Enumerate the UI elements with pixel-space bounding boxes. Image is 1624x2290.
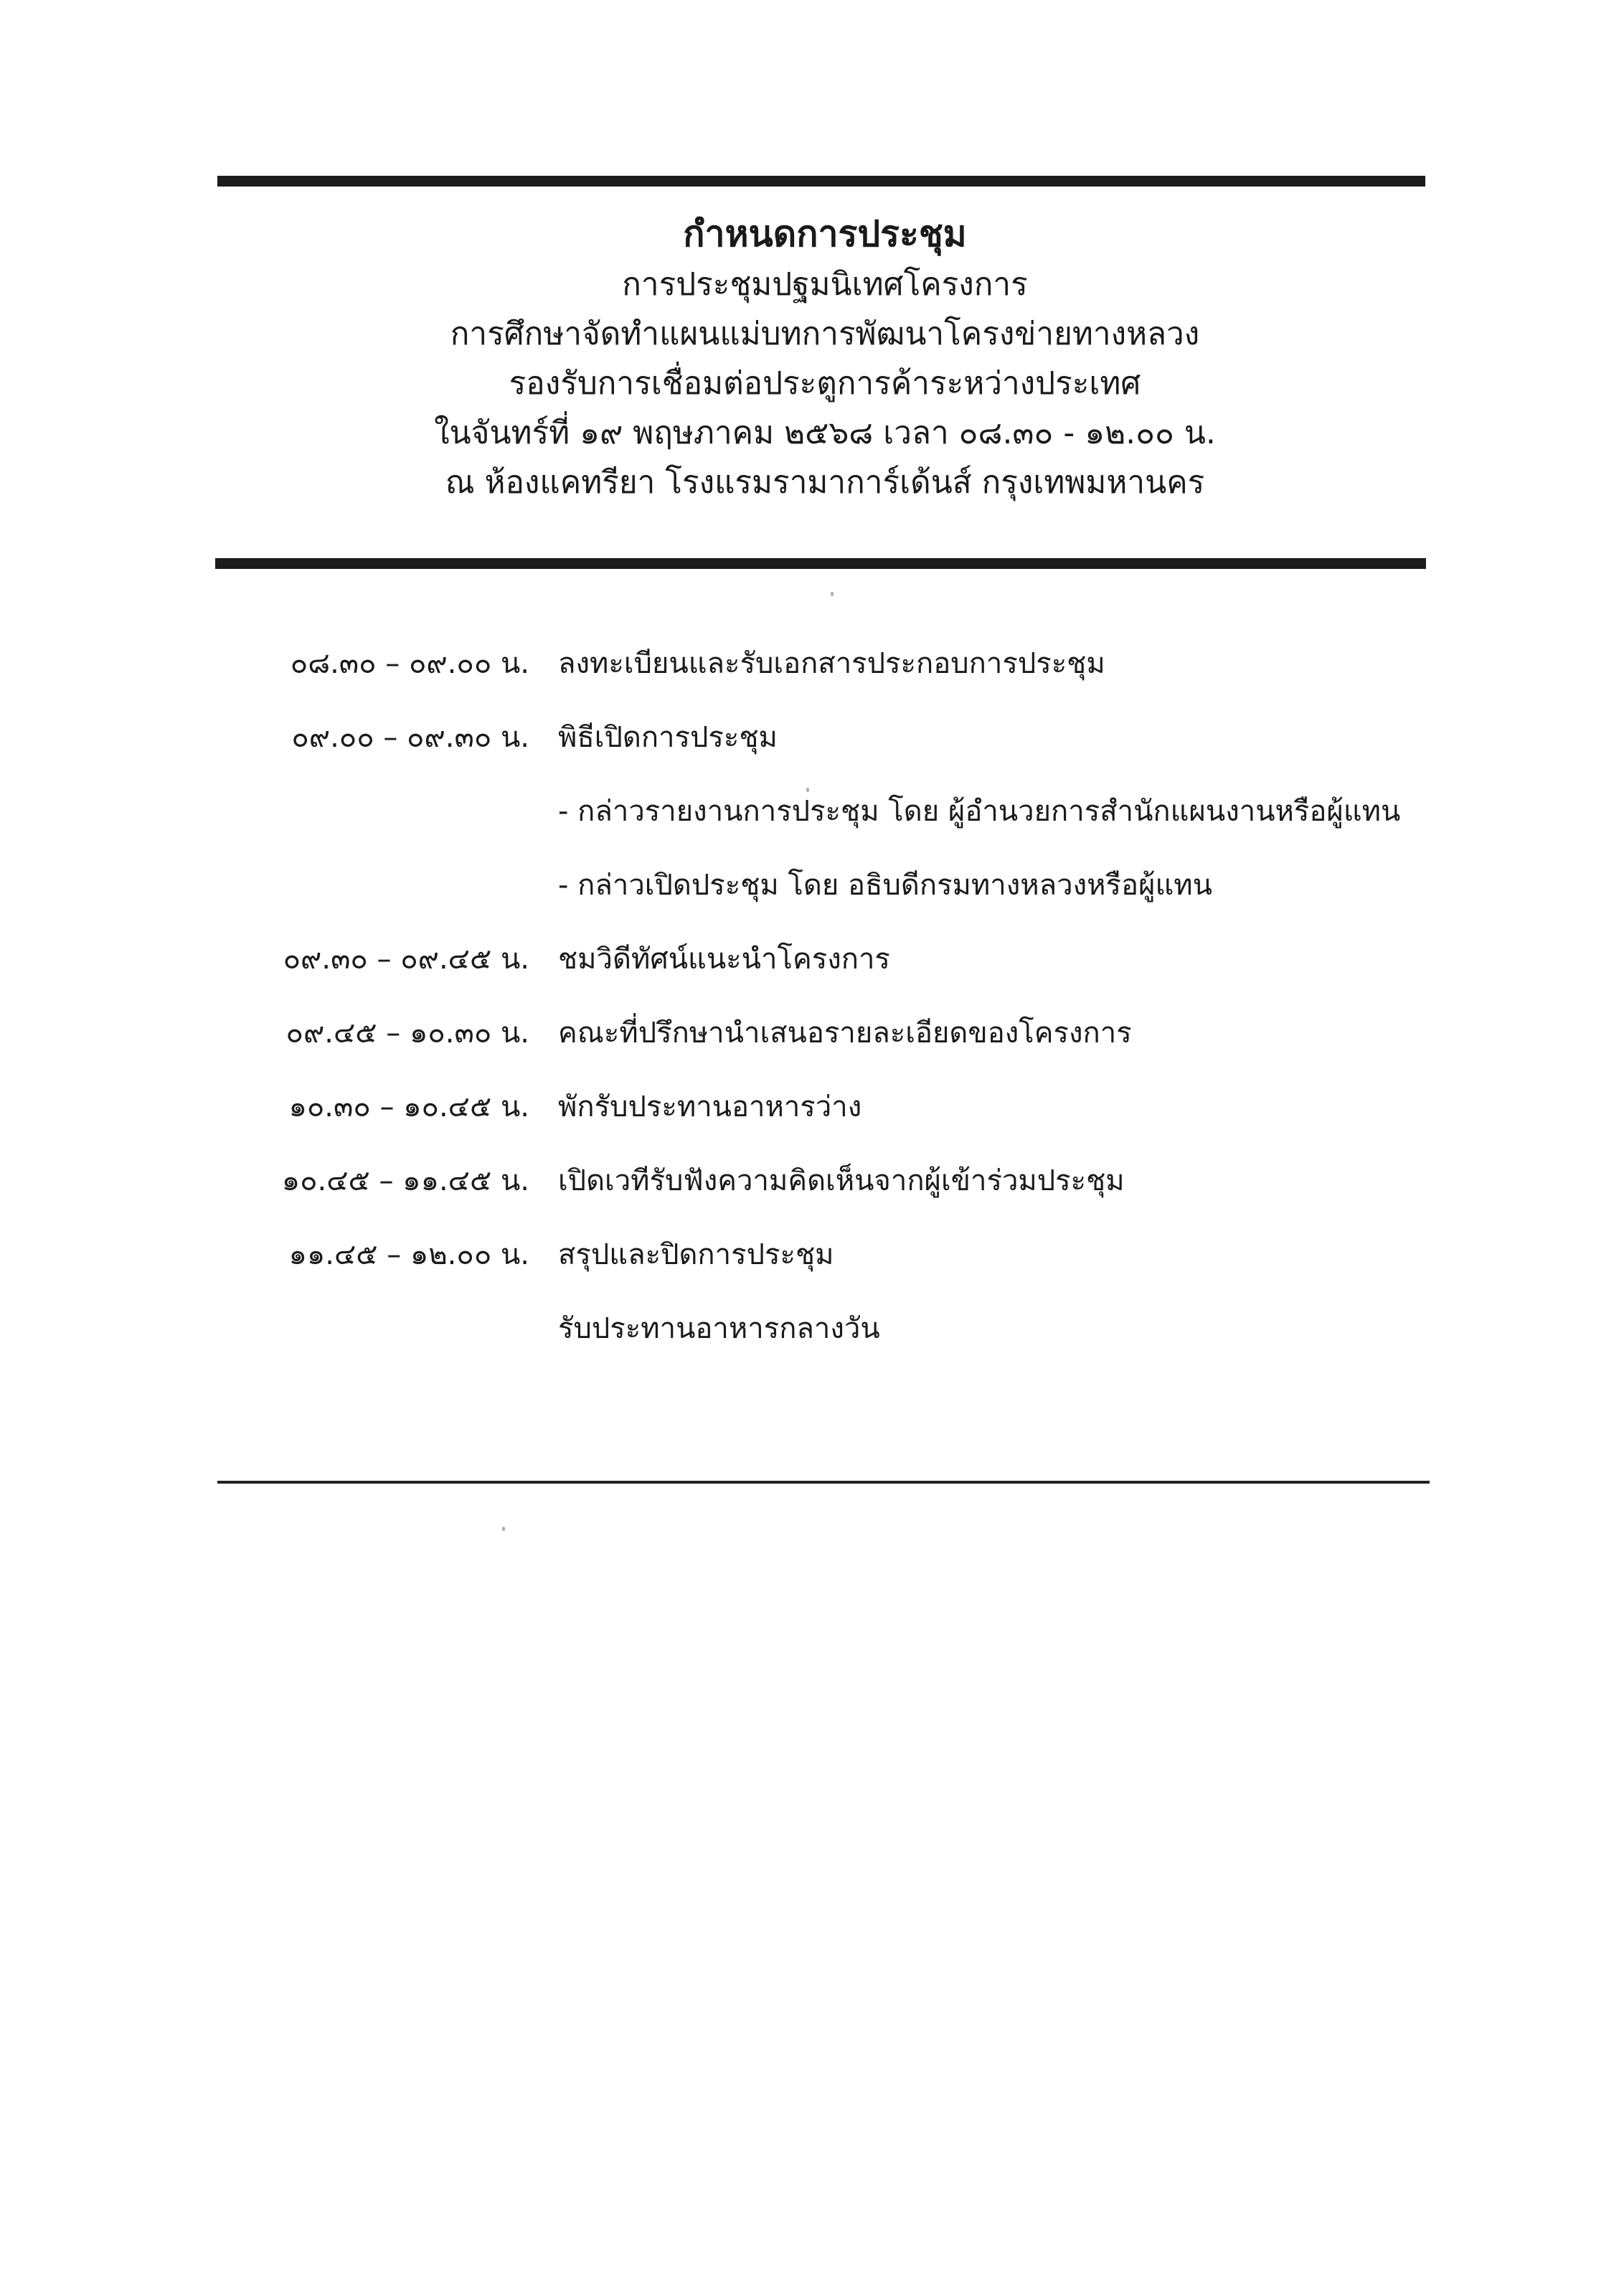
header-project-subtitle: รองรับการเชื่อมต่อประตูการค้าระหว่างประเทศ: [509, 365, 1141, 402]
agenda-time: ๐๙.๓๐ – ๐๙.๔๕ น.: [283, 943, 529, 976]
header-date-time: ในจันทร์ที่ ๑๙ พฤษภาคม ๒๕๖๘ เวลา ๐๘.๓๐ - ๑๒.๐๐ น.: [434, 415, 1216, 451]
agenda-item: พิธีเปิดการประชุม: [558, 721, 778, 754]
agenda-time: ๐๙.๔๕ – ๑๐.๓๐ น.: [285, 1017, 529, 1050]
agenda-row: [0, 786, 1624, 837]
bottom-rule: [217, 1481, 1430, 1484]
agenda-row: [0, 1304, 1624, 1354]
agenda-item: ชมวิดีทัศน์แนะนำโครงการ: [558, 943, 890, 976]
agenda-item: - กล่าวรายงานการประชุม โดย ผู้อำนวยการสำนักแผนงานหรือผู้แทน: [558, 795, 1401, 828]
header-venue: ณ ห้องแคทรียา โรงแรมรามาการ์เด้นส์ กรุงเทพมหานคร: [445, 464, 1205, 501]
agenda-item: เปิดเวทีรับฟังความคิดเห็นจากผู้เข้าร่วมประชุม: [558, 1164, 1125, 1197]
agenda-row: [0, 639, 1624, 689]
agenda-time: ๐๙.๐๐ – ๐๙.๓๐ น.: [291, 721, 529, 754]
agenda-time: ๑๐.๔๕ – ๑๑.๔๕ น.: [281, 1164, 529, 1197]
agenda-item: สรุปและปิดการประชุม: [558, 1238, 834, 1271]
agenda-item: คณะที่ปรึกษานำเสนอรายละเอียดของโครงการ: [558, 1017, 1132, 1050]
agenda-row: [0, 712, 1624, 763]
agenda-item: พักรับประทานอาหารว่าง: [558, 1090, 862, 1123]
header-project-name: การศึกษาจัดทำแผนแม่บทการพัฒนาโครงข่ายทางหลวง: [450, 316, 1200, 352]
agenda-item: รับประทานอาหารกลางวัน: [558, 1312, 880, 1345]
agenda-time: ๑๐.๓๐ – ๑๐.๔๕ น.: [288, 1090, 529, 1123]
agenda-row: [0, 934, 1624, 984]
agenda-row: [0, 1230, 1624, 1280]
agenda-item: ลงทะเบียนและรับเอกสารประกอบการประชุม: [558, 647, 1105, 680]
agenda-row: [0, 1082, 1624, 1132]
header-meeting-name: การประชุมปฐมนิเทศโครงการ: [622, 266, 1028, 303]
document-title: กำหนดการประชุม: [683, 213, 967, 255]
agenda-item: - กล่าวเปิดประชุม โดย อธิบดีกรมทางหลวงหรือผู้แทน: [558, 869, 1212, 902]
agenda-row: [0, 860, 1624, 910]
agenda-row: [0, 1008, 1624, 1058]
agenda-time: ๑๑.๔๕ – ๑๒.๐๐ น.: [288, 1238, 529, 1271]
agenda-row: [0, 1156, 1624, 1206]
agenda-time: ๐๘.๓๐ – ๐๙.๐๐ น.: [290, 647, 529, 680]
